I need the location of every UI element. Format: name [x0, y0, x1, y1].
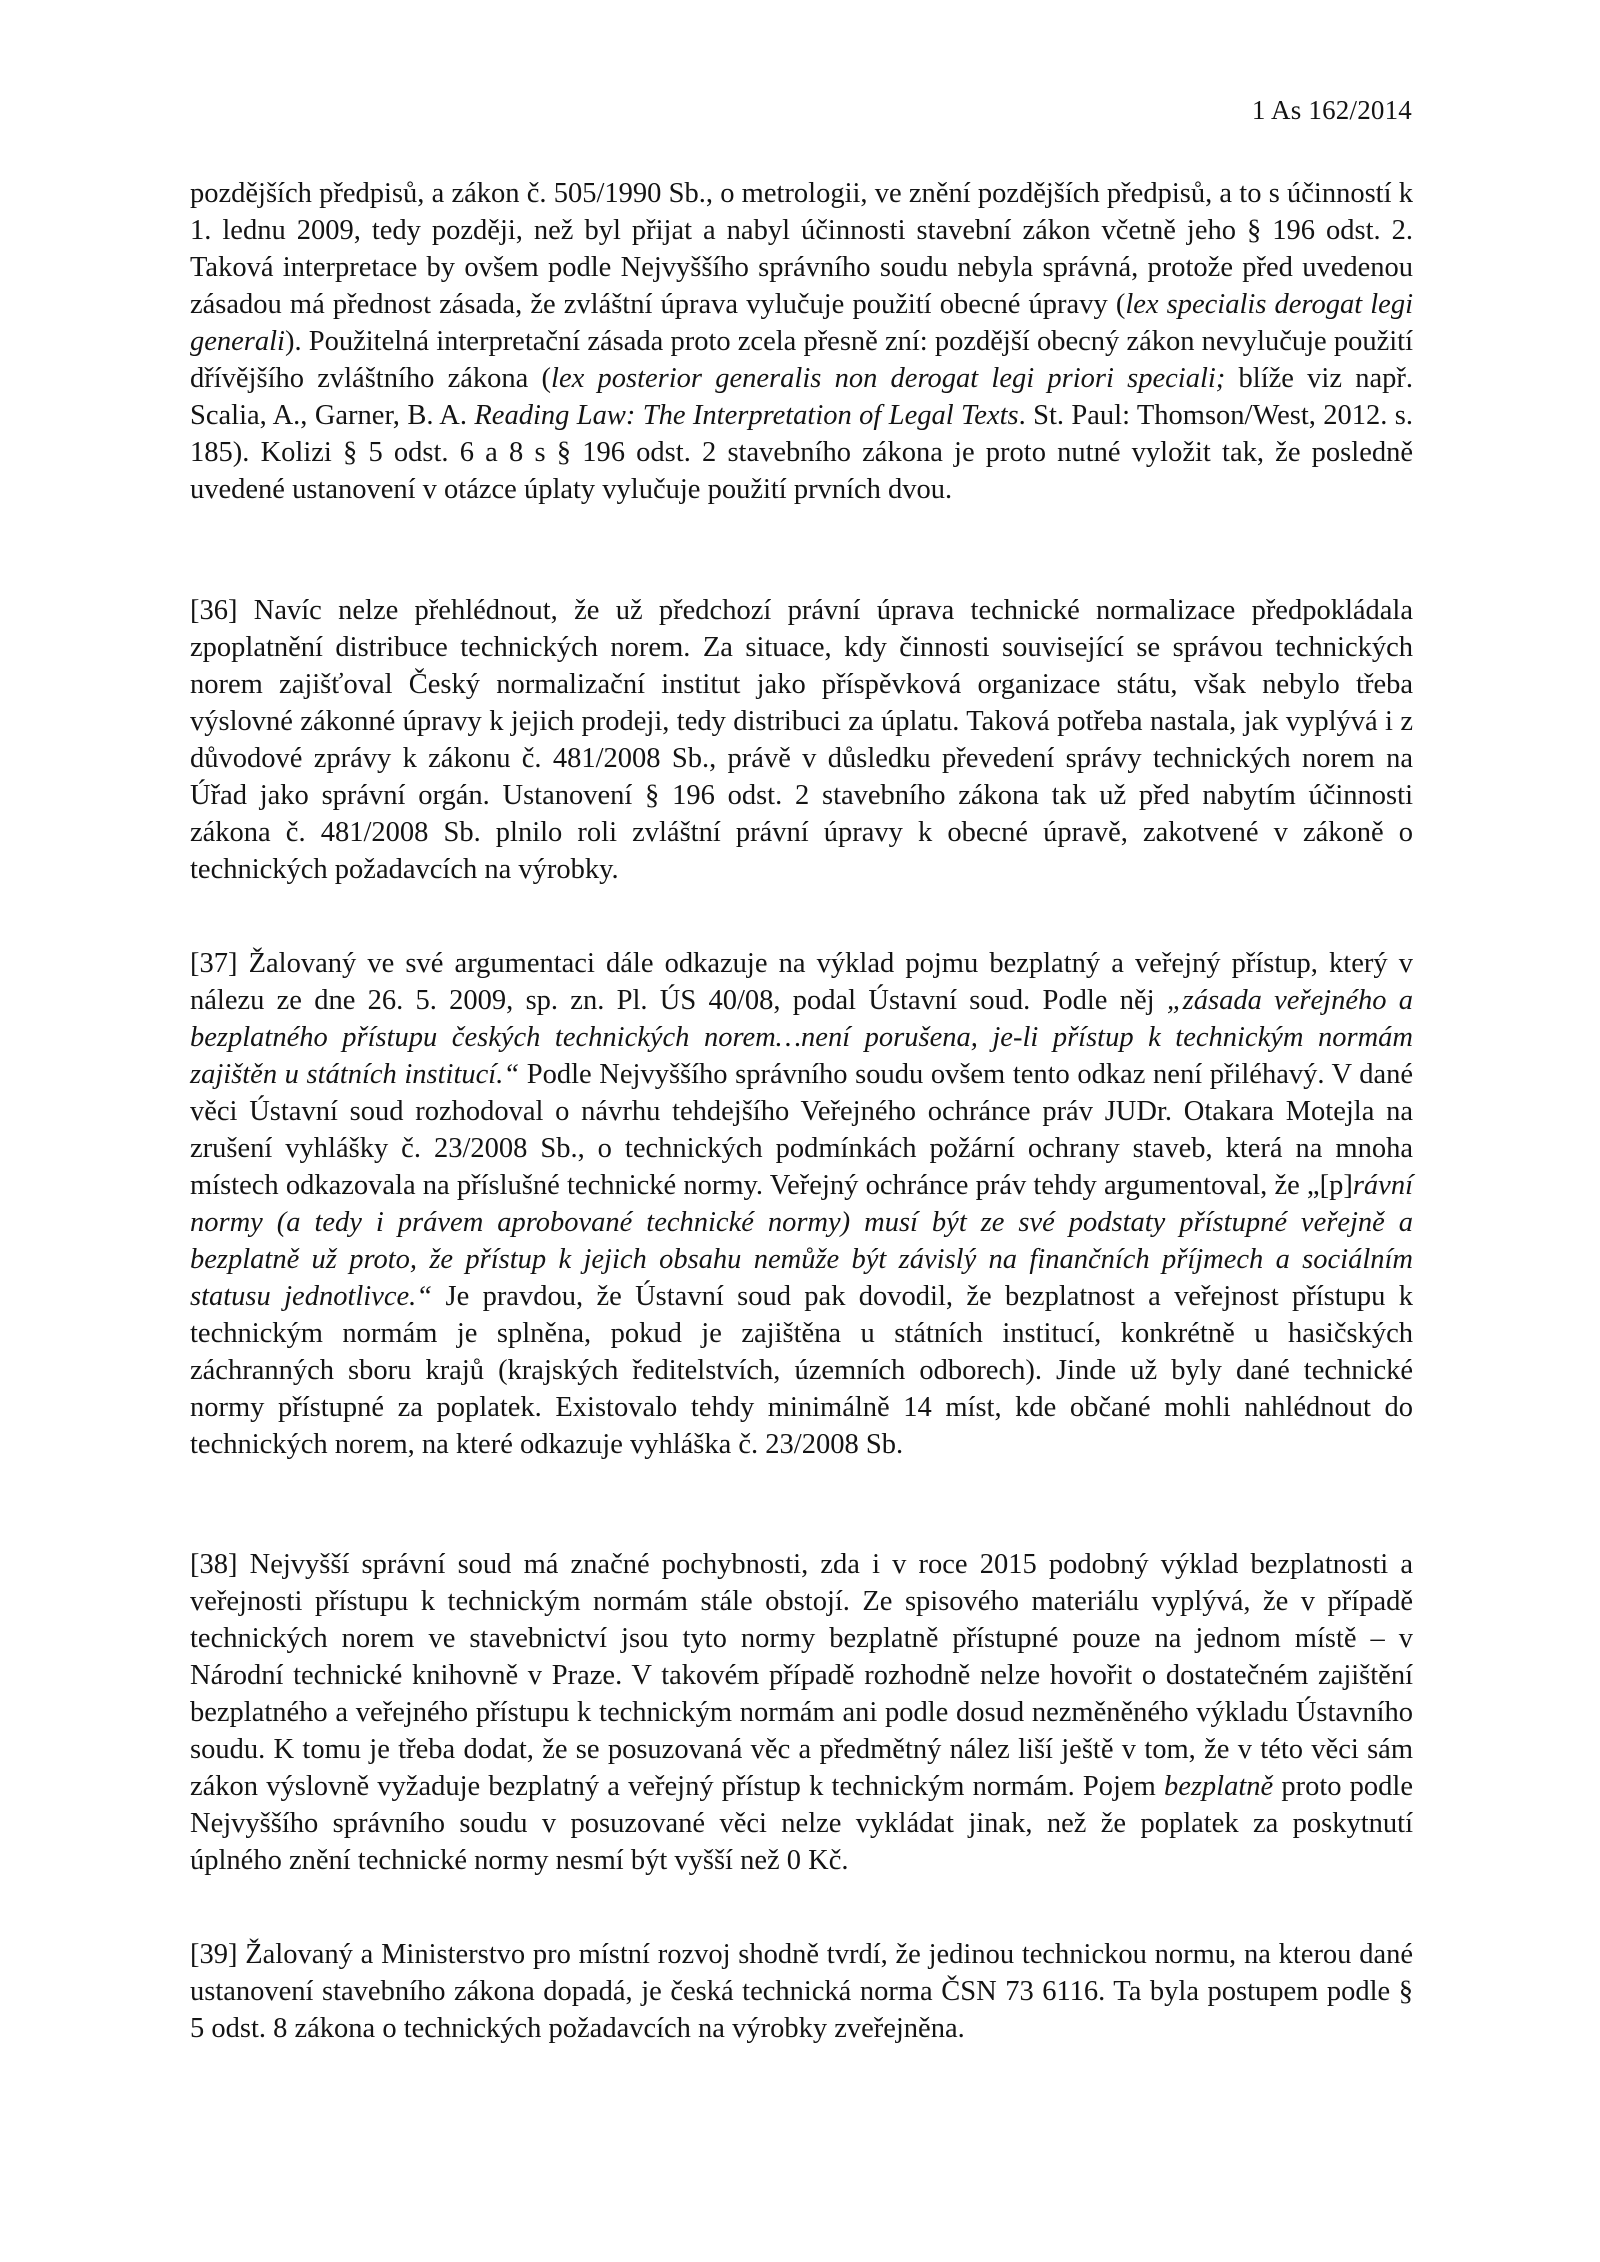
- paragraph-38: [190, 1546, 1413, 1879]
- paragraph-36: [190, 592, 1413, 888]
- paragraph-text: Žalovaný ve své argumentaci dále odkazuje na výklad pojmu bezplatný a veřejný přístup, který v nálezu ze dne 26. 5. 2009, sp. zn. Pl. ÚS 40/08, podal Ústavní soud. Podle něj „zásada veřejného a bezplatného přístupu českých technických norem…není porušena, je-li přístup k technickým normám zajištěn u státních institucí.“ Podle Nejvyššího správního soudu ovšem tento odkaz není přiléhavý. V dané věci Ústavní soud rozhodoval o návrhu tehdejšího Veřejného ochránce práv JUDr. Otakara Motejla na zrušení vyhlášky č. 23/2008 Sb., o technických podmínkách požární ochrany staveb, která na mnoha místech odkazovala na příslušné technické normy. Veřejný ochránce práv tehdy argumentoval, že „[p]rávní normy (a tedy i právem aprobované technické normy) musí být ze své podstaty přístupné veřejně a bezplatně už proto, že přístup k jejich obsahu nemůže být závislý na finančních příjmech a sociálním statusu jednotlivce.“ Je pravdou, že Ústavní soud pak dovodil, že bezplatnost a veřejnost přístupu k technickým normám je splněna, pokud je zajištěna u státních institucí, konkrétně u hasičských záchranných sboru krajů (krajských ředitelstvích, územních odborech). Jinde už byly dané technické normy přístupné za poplatek. Existovalo tehdy minimálně 14 míst, kde občané mohli nahlédnout do technických norem, na které odkazuje vyhláška č. 23/2008 Sb.: [190, 948, 1414, 1460]
- paragraph-text: pozdějších předpisů, a zákon č. 505/1990 Sb., o metrologii, ve znění pozdějších předpisů, a to s účinností k 1. lednu 2009, tedy později, než byl přijat a nabyl účinnosti stavební zákon včetně jeho § 196 odst. 2. Taková interpretace by ovšem podle Nejvyššího správního soudu nebyla správná, protože před uvedenou zásadou má přednost zásada, že zvláštní úprava vylučuje použití obecné úpravy (lex specialis derogat legi generali). Použitelná interpretační zásada proto zcela přesně zní: pozdější obecný zákon nevylučuje použití dřívějšího zvláštního zákona (lex posterior generalis non derogat legi priori speciali; blíže viz např. Scalia, A., Garner, B. A. Reading Law: The Interpretation of Legal Texts. St. Paul: Thomson/West, 2012. s. 185). Kolizi § 5 odst. 6 a 8 s § 196 odst. 2 stavebního zákona je proto nutné vyložit tak, že posledně uvedené ustanovení v otázce úplaty vylučuje použití prvních dvou.: [190, 178, 1414, 505]
- paragraph-37: [190, 945, 1413, 1463]
- paragraph-text: Nejvyšší správní soud má značné pochybnosti, zda i v roce 2015 podobný výklad bezplatnosti a veřejnosti přístupu k technickým normám stále obstojí. Ze spisového materiálu vyplývá, že v případě technických norem ve stavebnictví jsou tyto normy bezplatně přístupné pouze na jednom místě – v Národní technické knihovně v Praze. V takovém případě rozhodně nelze hovořit o dostatečném zajištění bezplatného a veřejného přístupu k technickým normám ani podle dosud nezměněného výkladu Ústavního soudu. K tomu je třeba dodat, že se posuzovaná věc a předmětný nález liší ještě v tom, že v této věci sám zákon výslovně vyžaduje bezplatný a veřejný přístup k technickým normám. Pojem bezplatně proto podle Nejvyššího správního soudu v posuzované věci nelze vykládat jinak, než že poplatek za poskytnutí úplného znění technické normy nesmí být vyšší než 0 Kč.: [190, 1549, 1413, 1876]
- paragraph-39: [190, 1936, 1413, 2047]
- paragraph-text: Žalovaný a Ministerstvo pro místní rozvoj shodně tvrdí, že jedinou technickou normu, na kterou dané ustanovení stavebního zákona dopadá, je česká technická norma ČSN 73 6116. Ta byla postupem podle § 5 odst. 8 zákona o technických požadavcích na výrobky zveřejněna.: [190, 1939, 1413, 2044]
- case-reference: 1 As 162/2014: [1251, 95, 1412, 125]
- paragraph-number: [37]: [190, 948, 238, 979]
- paragraph-number: [39]: [190, 1939, 238, 1970]
- paragraph-number: [38]: [190, 1549, 238, 1580]
- paragraph-text: Navíc nelze přehlédnout, že už předchozí právní úprava technické normalizace předpokládala zpoplatnění distribuce technických norem. Za situace, kdy činnosti související se správou technických norem zajišťoval Český normalizační institut jako příspěvková organizace státu, však nebylo třeba výslovné zákonné úpravy k jejich prodeji, tedy distribuci za úplatu. Taková potřeba nastala, jak vyplývá i z důvodové zprávy k zákonu č. 481/2008 Sb., právě v důsledku převedení správy technických norem na Úřad jako správní orgán. Ustanovení § 196 odst. 2 stavebního zákona tak už před nabytím účinnosti zákona č. 481/2008 Sb. plnilo roli zvláštní právní úpravy k obecné úpravě, zakotvené v zákoně o technických požadavcích na výrobky.: [190, 595, 1413, 885]
- paragraph-continuation: [190, 175, 1413, 508]
- paragraph-number: [36]: [190, 595, 238, 626]
